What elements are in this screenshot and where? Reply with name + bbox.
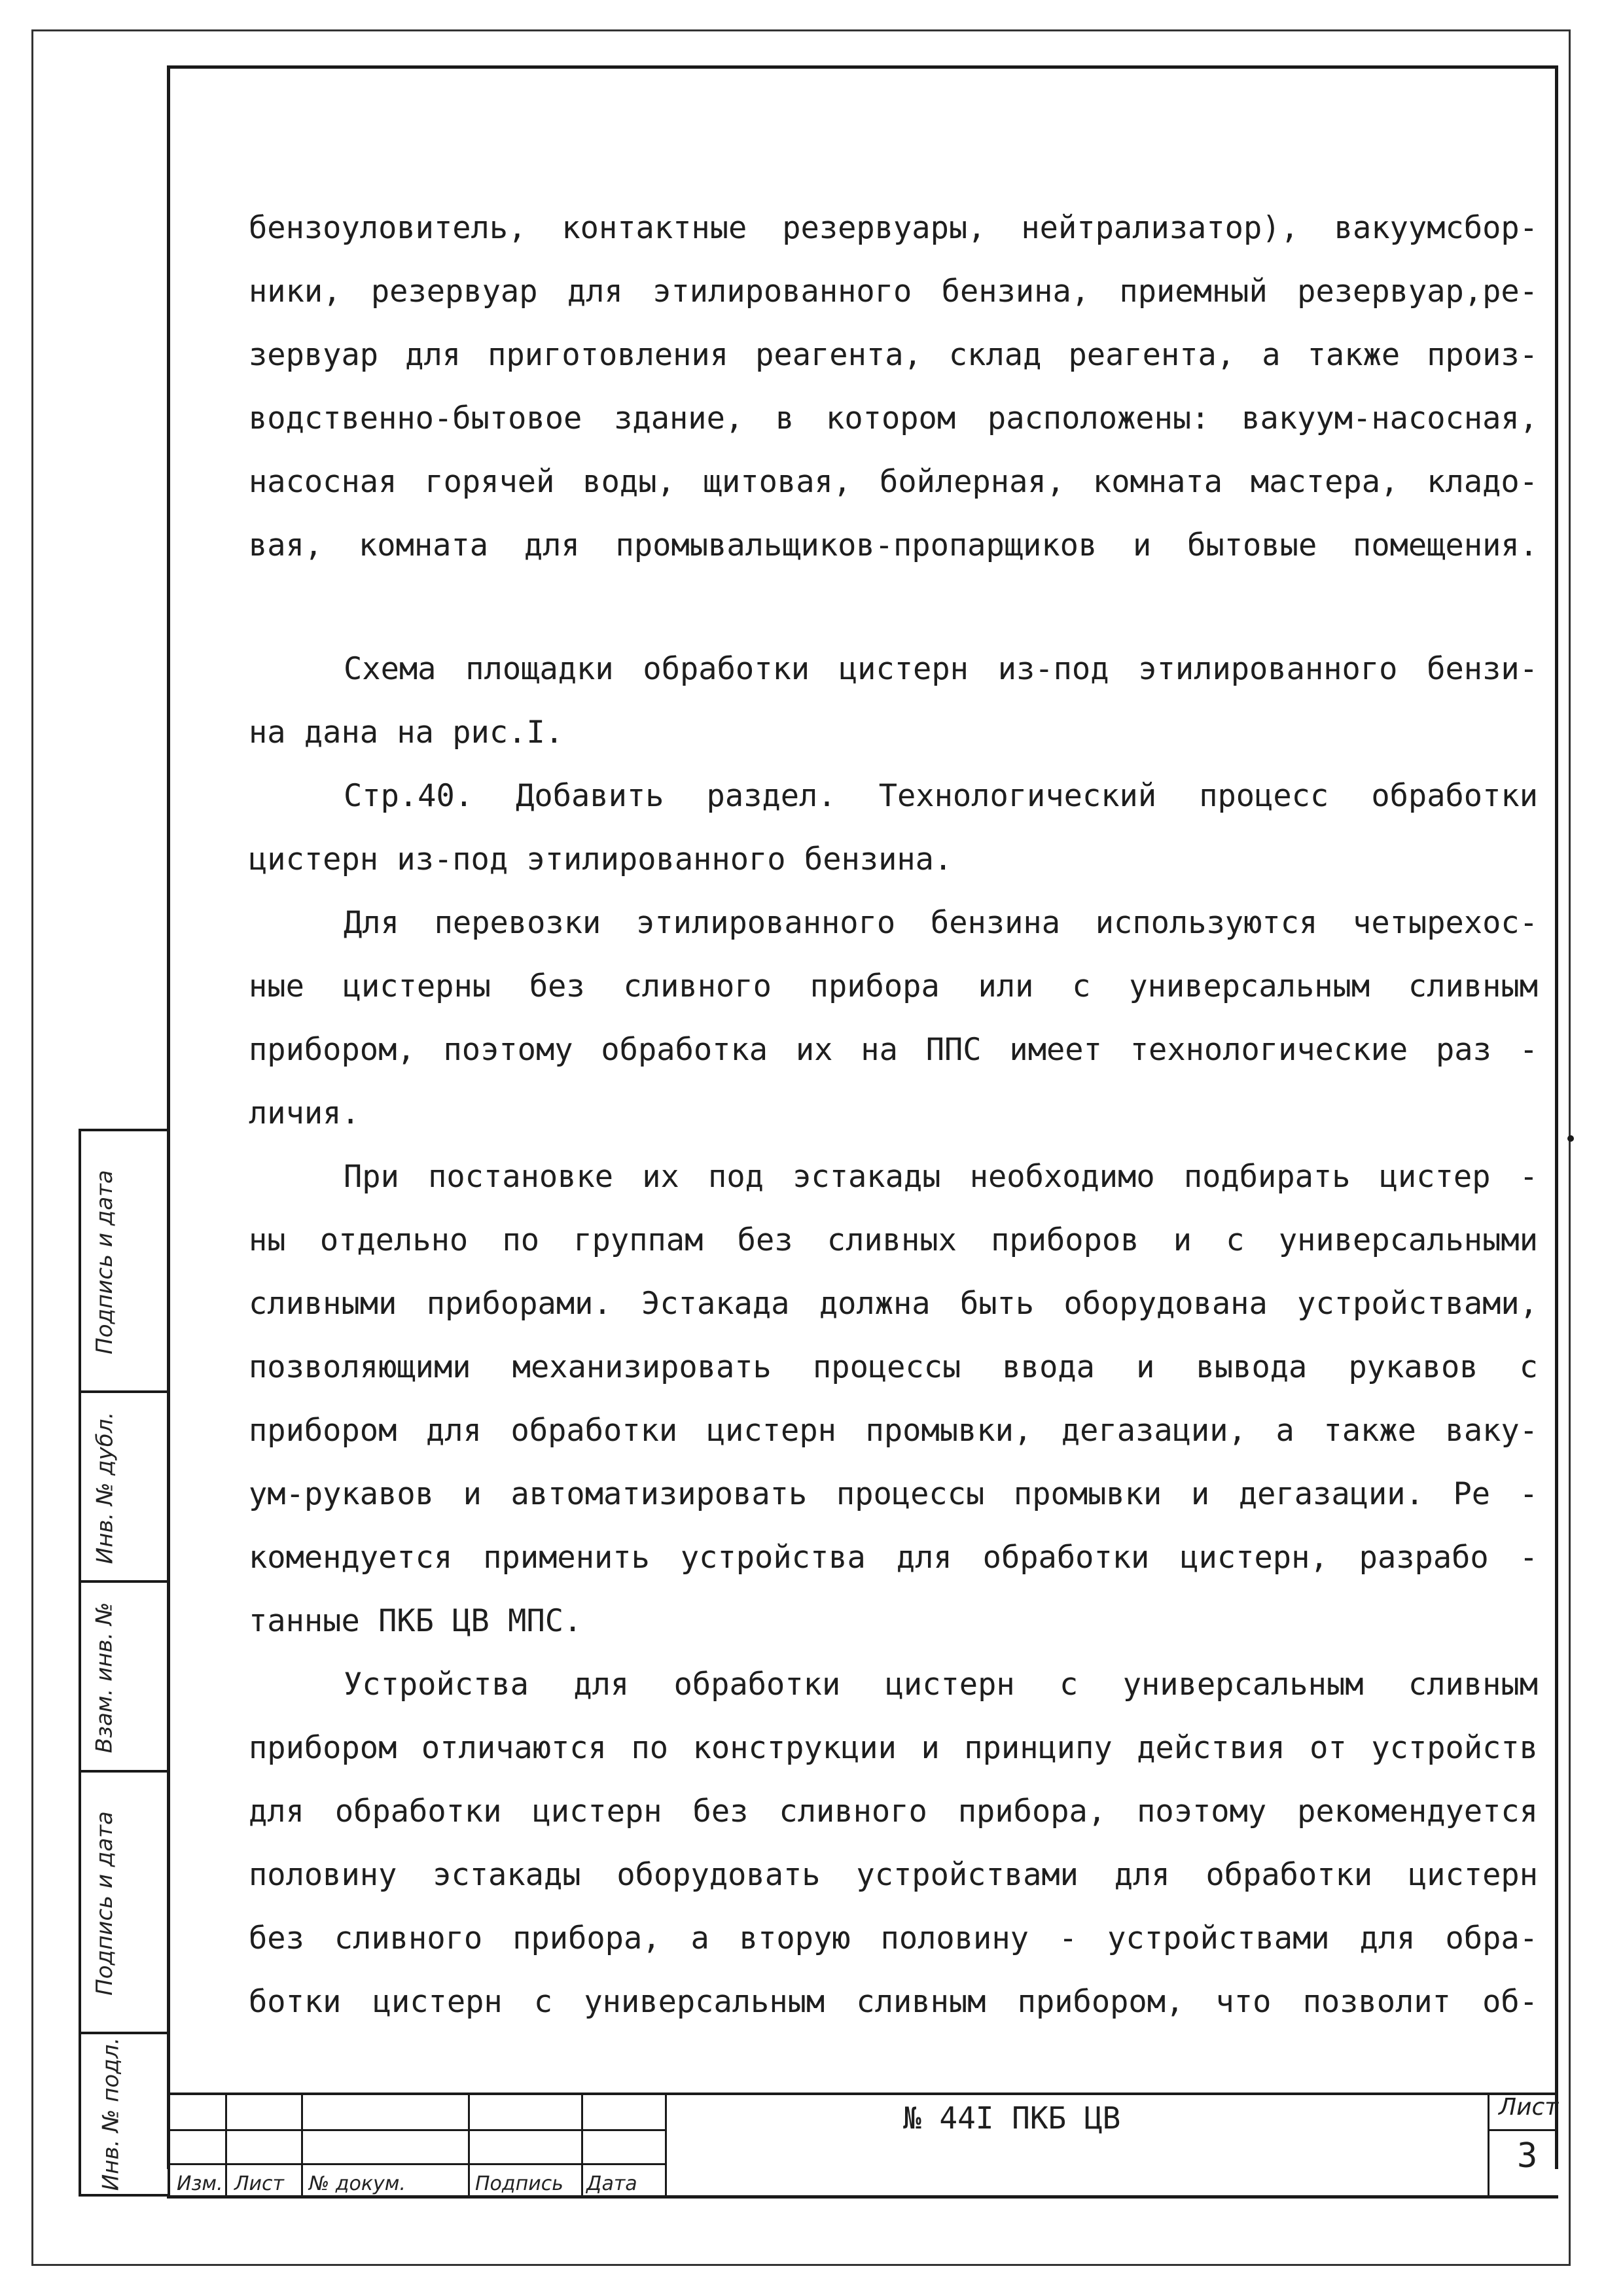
- text-line: комендуется применить устройства для обработки цистерн, разрабо -: [249, 1540, 1538, 1576]
- text-line: прибором для обработки цистерн промывки, дегазации, а также ваку-: [249, 1413, 1538, 1449]
- text-line: ные цистерны без сливного прибора или с универсальным сливным: [249, 968, 1538, 1004]
- text-line: ум-рукавов и автоматизировать процессы промывки и дегазации. Ре -: [249, 1476, 1538, 1512]
- side-label: Инв. № подл.: [98, 2037, 124, 2191]
- text-line: ны отдельно по группам без сливных приборов и с универсальными: [249, 1222, 1538, 1258]
- text-line: Для перевозки этилированного бензина используются четырехос-: [344, 905, 1538, 941]
- izm-label: Изм.: [177, 2172, 223, 2195]
- paragraph-2: [249, 637, 1538, 764]
- sheet-label: Лист: [1499, 2094, 1559, 2121]
- side-cell-podpis-1: [81, 1131, 168, 1393]
- text-line: зервуар для приготовления реагента, склад реагента, а также произ-: [249, 337, 1538, 373]
- list-label: Лист: [234, 2172, 285, 2195]
- text-line: прибором отличаются по конструкции и принципу действия от устройств: [249, 1730, 1538, 1766]
- paragraph-1: [249, 196, 1538, 577]
- body-text: [249, 196, 1538, 2034]
- data-label: Дата: [586, 2172, 637, 2195]
- side-label: Взам. инв. №: [91, 1602, 118, 1754]
- text-line: личия.: [249, 1095, 360, 1131]
- text-line: бензоуловитель, контактные резервуары, нейтрализатор), вакуумсбор-: [249, 210, 1538, 246]
- paragraph-6: [249, 1653, 1538, 2034]
- text-line: насосная горячей воды, щитовая, бойлерная, комната мастера, кладо-: [249, 464, 1538, 500]
- side-label: Подпись и дата: [91, 1170, 118, 1354]
- text-line: на дана на рис.I.: [249, 715, 564, 751]
- side-cell-podpis-2: [81, 1773, 168, 2034]
- text-line: позволяющими механизировать процессы ввода и вывода рукавов с: [249, 1349, 1538, 1385]
- text-line: вая, комната для промывальщиков-пропарщиков и бытовые помещения.: [249, 527, 1538, 563]
- margin-dot: [1567, 1135, 1574, 1142]
- paragraph-5: [249, 1145, 1538, 1653]
- text-line: сливными приборами. Эстакада должна быть оборудована устройствами,: [249, 1286, 1538, 1322]
- text-line: ботки цистерн с универсальным сливным прибором, что позволит об-: [249, 1984, 1538, 2020]
- side-cell-inv-podl: [81, 2034, 168, 2194]
- text-line: для обработки цистерн без сливного прибора, поэтому рекомендуется: [249, 1793, 1538, 1829]
- text-line: Стр.40. Добавить раздел. Технологический процесс обработки: [344, 778, 1538, 814]
- text-line: танные ПКБ ЦВ МПС.: [249, 1603, 582, 1639]
- text-line: половину эстакады оборудовать устройствами для обработки цистерн: [249, 1857, 1538, 1893]
- text-line: без сливного прибора, а вторую половину - устройствами для обра-: [249, 1920, 1538, 1956]
- paragraph-3: [249, 764, 1538, 891]
- document-code: № 44I ПКБ ЦВ: [903, 2100, 1121, 2136]
- side-cell-inv-dubl: [81, 1393, 168, 1583]
- title-block: [170, 2093, 1558, 2197]
- side-cell-vzam-inv: [81, 1583, 168, 1773]
- text-line: водственно-бытовое здание, в котором расположены: вакуум-насосная,: [249, 400, 1538, 436]
- podpis-label: Подпись: [475, 2172, 563, 2195]
- text-line: При постановке их под эстакады необходимо подбирать цистер -: [344, 1159, 1538, 1195]
- sheet-number: 3: [1517, 2136, 1538, 2176]
- side-stamp: [79, 1129, 170, 2197]
- text-line: Схема площадки обработки цистерн из-под этилированного бензи-: [344, 651, 1538, 687]
- dokum-label: № докум.: [309, 2172, 406, 2195]
- paragraph-4: [249, 891, 1538, 1145]
- text-line: ники, резервуар для этилированного бензина, приемный резервуар,ре-: [249, 274, 1538, 309]
- text-line: прибором, поэтому обработка их на ППС имеет технологические раз -: [249, 1032, 1538, 1068]
- text-line: цистерн из-под этилированного бензина.: [249, 841, 953, 877]
- side-label: Инв. № дубл.: [92, 1411, 118, 1564]
- side-label: Подпись и дата: [91, 1811, 118, 1996]
- text-line: Устройства для обработки цистерн с универсальным сливным: [344, 1667, 1538, 1703]
